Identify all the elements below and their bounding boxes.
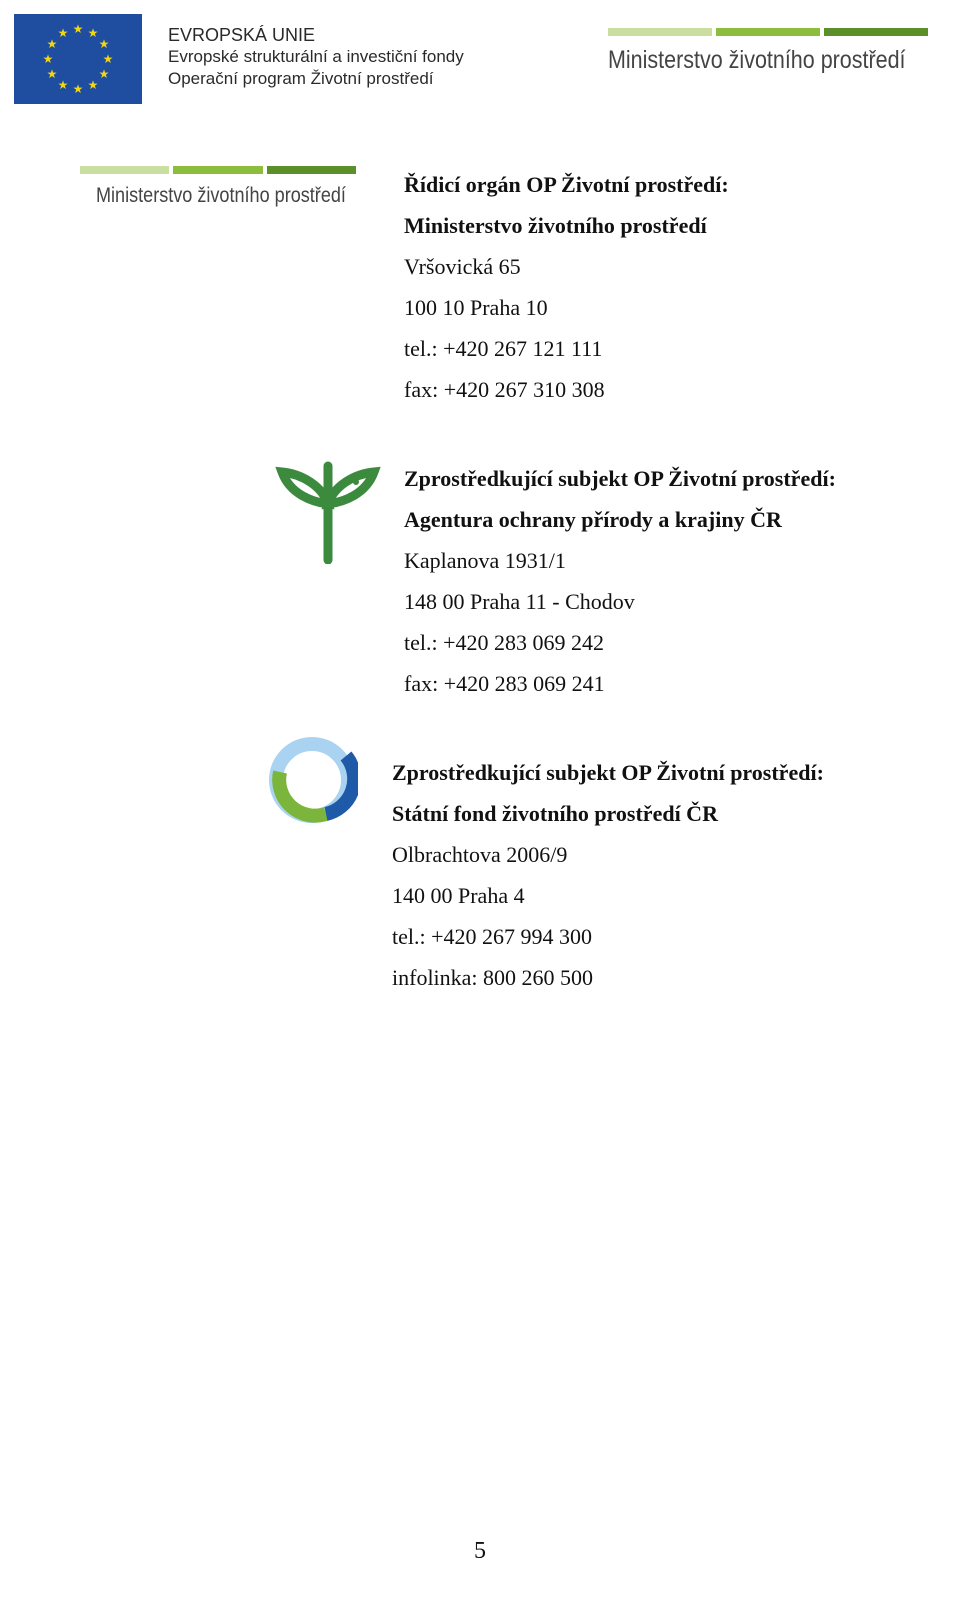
- phone: tel.: +420 267 121 111: [404, 336, 603, 361]
- aopk-block: [404, 458, 836, 704]
- address-city: 100 10 Praha 10: [404, 295, 548, 320]
- eu-funds-line: Evropské strukturální a investiční fondy: [168, 47, 464, 66]
- eu-star-icon: ★: [98, 67, 110, 81]
- eu-star-icon: ★: [98, 37, 110, 51]
- section-heading: Řídicí orgán OP Životní prostředí:: [404, 172, 729, 197]
- address-city: 148 00 Praha 11 - Chodov: [404, 589, 635, 614]
- address-street: Vršovická 65: [404, 254, 521, 279]
- organization-name: Státní fond životního prostředí ČR: [392, 801, 718, 826]
- eu-star-icon: ★: [87, 77, 99, 92]
- address-street: Kaplanova 1931/1: [404, 548, 566, 573]
- eu-star-icon: ★: [46, 67, 58, 81]
- page-header: [0, 0, 960, 120]
- phone: tel.: +420 267 994 300: [392, 924, 593, 949]
- bar-mid: [173, 166, 262, 174]
- eu-star-icon: ★: [102, 52, 114, 66]
- fax: fax: +420 267 310 308: [404, 377, 605, 402]
- ministry-logo-bars: [608, 28, 928, 36]
- organization-name: Ministerstvo životního prostředí: [404, 213, 707, 238]
- eu-program-text: [168, 24, 464, 90]
- eu-star-icon: ★: [72, 82, 84, 96]
- eu-title: EVROPSKÁ UNIE: [168, 25, 316, 45]
- bar-dark: [267, 166, 356, 174]
- address-city: 140 00 Praha 4: [392, 883, 525, 908]
- ministry-logo-small: [80, 166, 356, 208]
- eu-flag-icon: [14, 14, 142, 104]
- ministry-logo-small-bars: [80, 166, 356, 174]
- page-number: 5: [474, 1538, 486, 1564]
- eu-star-icon: ★: [87, 26, 99, 41]
- sfzp-logo-icon: [266, 732, 358, 828]
- bar-light: [608, 28, 712, 36]
- section-heading: Zprostředkující subjekt OP Životní prostředí:: [392, 760, 824, 785]
- aopk-logo-icon: [272, 460, 384, 564]
- infoline: infolinka: 800 260 500: [392, 965, 594, 990]
- address-street: Olbrachtova 2006/9: [392, 842, 568, 867]
- bar-mid: [716, 28, 820, 36]
- ministry-logo-small-label: Ministerstvo životního prostředí: [96, 184, 346, 207]
- sfzp-block: [392, 752, 824, 998]
- eu-star-icon: ★: [42, 52, 54, 66]
- bar-dark: [824, 28, 928, 36]
- eu-star-icon: ★: [57, 77, 69, 92]
- managing-authority-block: [404, 164, 729, 410]
- section-heading: Zprostředkující subjekt OP Životní prostředí:: [404, 466, 836, 491]
- ministry-logo-header: [608, 28, 928, 75]
- eu-program-line: Operační program Životní prostředí: [168, 69, 434, 88]
- eu-star-icon: ★: [72, 22, 84, 36]
- phone: tel.: +420 283 069 242: [404, 630, 605, 655]
- fax: fax: +420 283 069 241: [404, 671, 605, 696]
- organization-name: Agentura ochrany přírody a krajiny ČR: [404, 507, 782, 532]
- bar-light: [80, 166, 169, 174]
- eu-star-icon: ★: [46, 37, 58, 51]
- ministry-logo-label: Ministerstvo životního prostředí: [608, 46, 906, 74]
- eu-star-icon: ★: [57, 26, 69, 41]
